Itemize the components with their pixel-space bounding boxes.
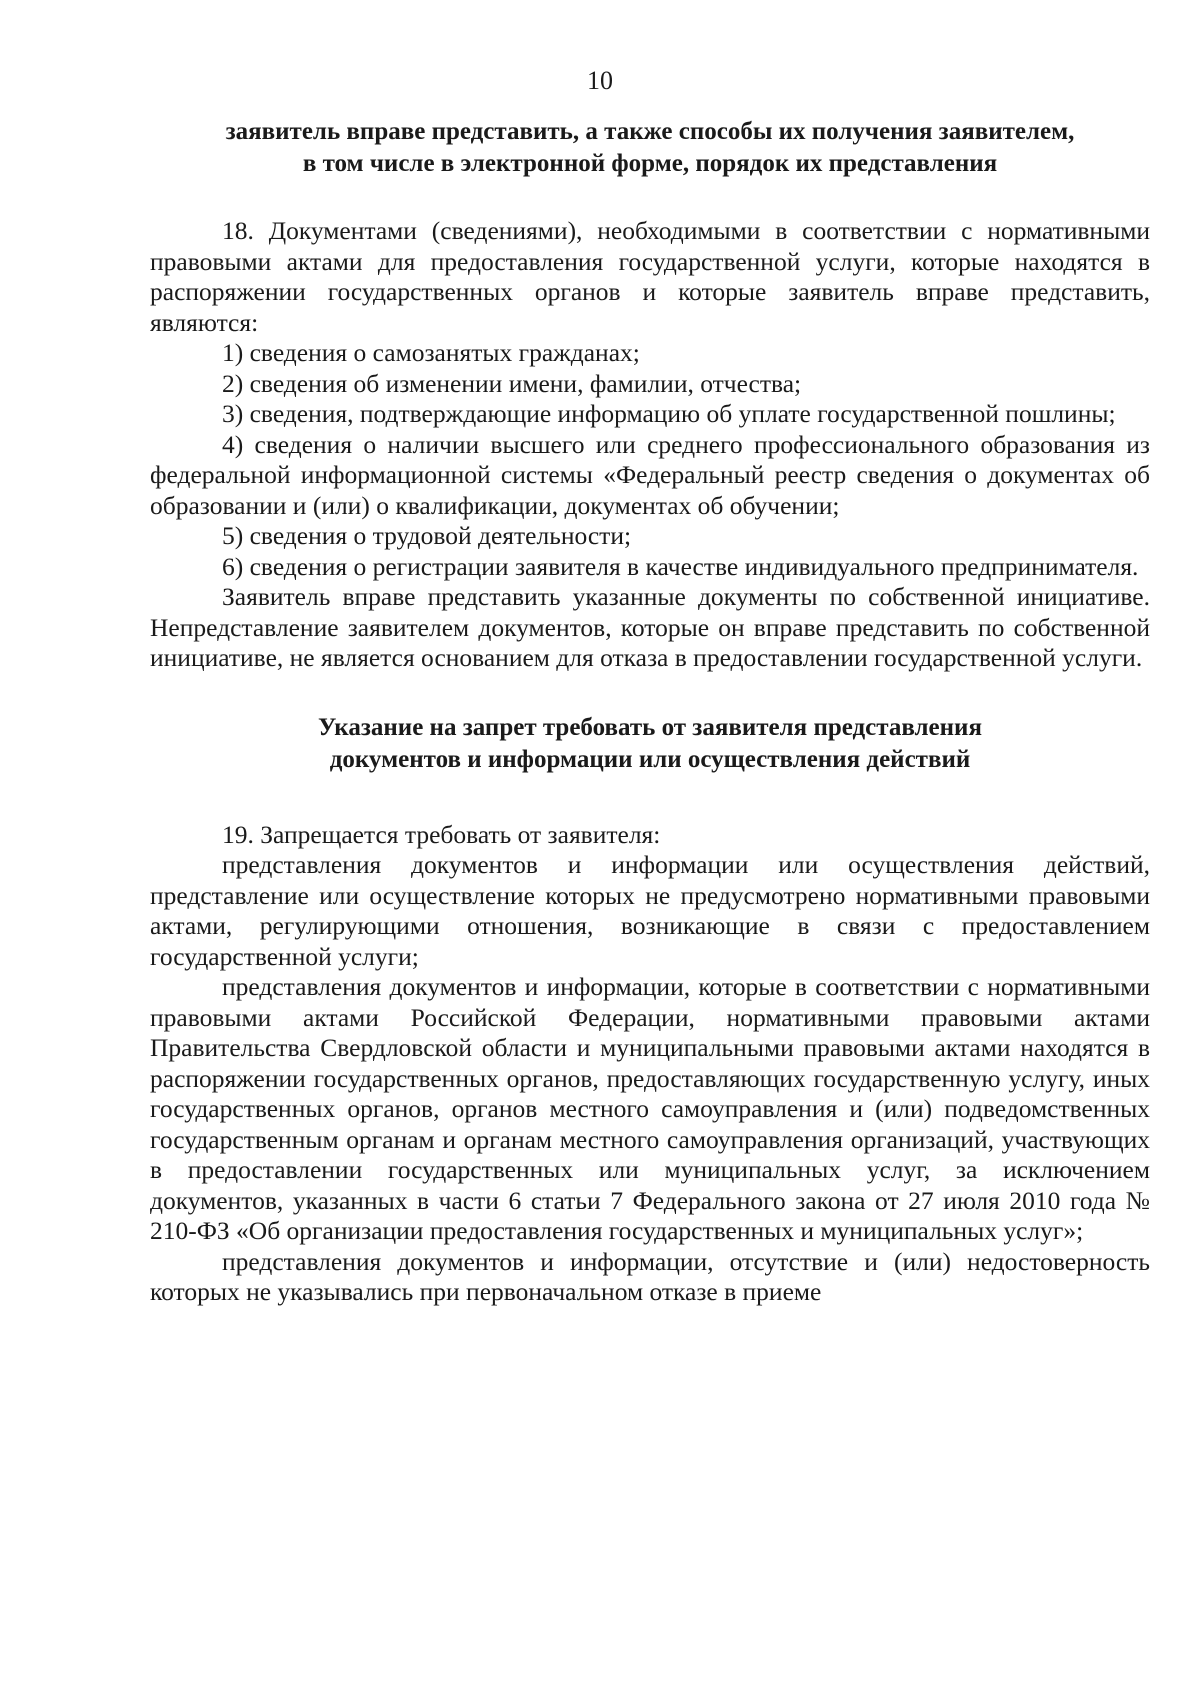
page-content — [150, 116, 1150, 1308]
paragraph-18-closing: Заявитель вправе представить указанные документы по собственной инициативе. Непредставление заявителем документов, которые он вправе представить по собственной инициативе, не является основанием для отказа в предоставлении государственной услуги. — [150, 582, 1150, 672]
list-item: 6) сведения о регистрации заявителя в качестве индивидуального предпринимателя. — [222, 551, 1139, 581]
list-item: 3) сведения, подтверждающие информацию об уплате государственной пошлины; — [222, 399, 1116, 428]
heading-line: заявитель вправе представить, а также способы их получения заявителем, — [225, 118, 1075, 145]
list-item: 1) сведения о самозанятых гражданах; — [222, 338, 640, 367]
page-number: 10 — [587, 66, 613, 95]
heading-line: Указание на запрет требовать от заявителя представления — [318, 713, 982, 741]
paragraph: представления документов и информации, которые в соответствии с нормативными правовыми актами Российской Федерации, нормативными правовыми актами Правительства Свердловской области и муниципальными правовыми актами находятся в распоряжении государственных органов, предоставляющих государственную услугу, иных государственных органов, органов местного самоуправления и (или) подведомственных государственным органам и органам местного самоуправления организаций, участвующих в предоставлении государственных или муниципальных услуг, за исключением документов, указанных в части 6 статьи 7 Федерального закона от 27 июля 2010 года № 210-ФЗ «Об организации предоставления государственных и муниципальных услуг»; — [150, 972, 1150, 1245]
heading-line: в том числе в электронной форме, порядок их представления — [302, 150, 998, 177]
section-heading-prohibition — [150, 712, 1150, 776]
list-item: 5) сведения о трудовой деятельности; — [222, 521, 632, 550]
paragraph: представления документов и информации или осуществления действий, представление или осуществление которых не предусмотрено нормативными правовыми актами, регулирующими отношения, возникающие в связи с предоставлением государственной услуги; — [150, 850, 1150, 971]
paragraph-18-intro: 18. Документами (сведениями), необходимыми в соответствии с нормативными правовыми актами для предоставления государственной услуги, которые находятся в распоряжении государственных органов и которые заявитель вправе представить, являются: — [150, 216, 1150, 337]
list-item: 4) сведения о наличии высшего или среднего профессионального образования из федеральной информационной системы «Федеральный реестр сведения о документах об образовании и (или) о квалификации, документах об обучении; — [150, 429, 1150, 520]
paragraph: представления документов и информации, отсутствие и (или) недостоверность которых не указывались при первоначальном отказе в приеме — [150, 1246, 1150, 1306]
list-item: 2) сведения об изменении имени, фамилии, отчества; — [222, 368, 802, 398]
section-heading-documents — [150, 116, 1150, 180]
paragraph-19-intro: 19. Запрещается требовать от заявителя: — [222, 819, 661, 849]
heading-line: документов и информации или осуществления действий — [329, 745, 971, 773]
